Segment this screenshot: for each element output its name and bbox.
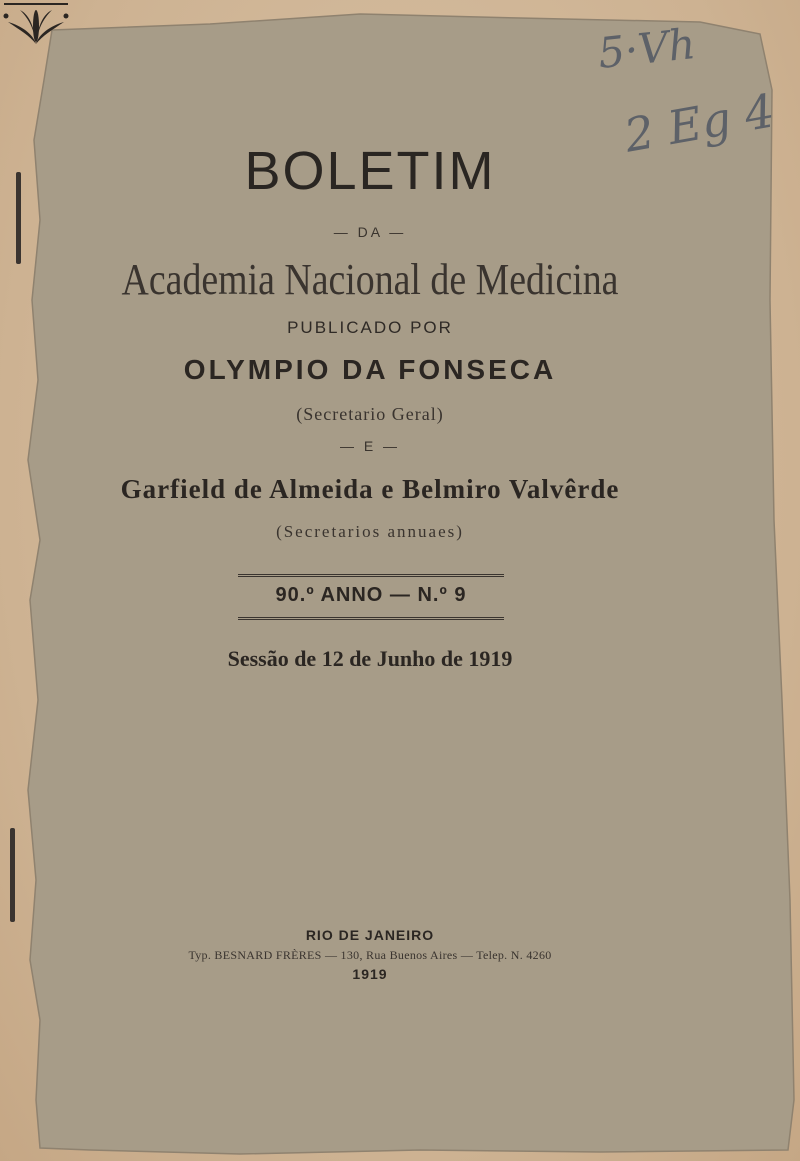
co-editors: Garfield de Almeida e Belmiro Valvêrde xyxy=(120,474,620,504)
published-by: PUBLICADO POR xyxy=(287,318,453,337)
institution-name: Academia Nacional de Medicina xyxy=(121,255,619,304)
printer-line: Typ. BESNARD FRÈRES — 130, Rua Buenos Aires — Telep. N. 4260 xyxy=(188,948,552,962)
staple-bottom xyxy=(10,828,15,922)
city: RIO DE JANEIRO xyxy=(305,927,435,943)
handwritten-note-1: 5·Vh xyxy=(595,19,698,78)
ornament-icon xyxy=(0,0,72,50)
editor-role: (Secretario Geral) xyxy=(296,404,444,424)
co-editors-role: (Secretarios annuaes) xyxy=(276,522,464,541)
issue-box xyxy=(238,574,504,620)
conjunction: — E — xyxy=(339,438,401,454)
issue-number: 90.º ANNO — N.º 9 xyxy=(275,584,467,606)
editor-name: OLYMPIO DA FONSECA xyxy=(183,354,557,385)
da-line: — DA — xyxy=(333,224,407,240)
handwritten-note-2: 2 Eg 4 xyxy=(620,83,779,163)
session-date: Sessão de 12 de Junho de 1919 xyxy=(227,646,513,671)
publication-year: 1919 xyxy=(352,966,388,982)
title: BOLETIM xyxy=(244,141,496,201)
